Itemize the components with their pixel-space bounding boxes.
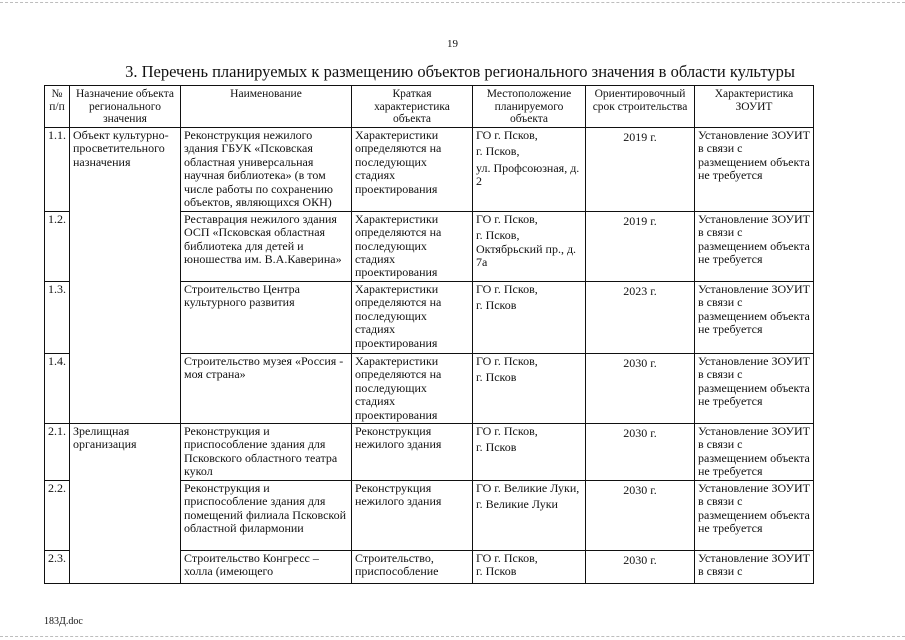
- location-line: г. Псков: [476, 440, 517, 455]
- row-num: 1.3.: [45, 281, 70, 353]
- row-name: Реконструкция и приспособление здания для Псковского областного театра кукол: [181, 424, 352, 481]
- objects-table: [44, 85, 814, 584]
- row-zouit: Установление ЗОУИТ в связи с размещением объекта не требуется: [695, 211, 814, 281]
- table-row: [45, 480, 814, 550]
- location-line: г. Великие Луки: [476, 497, 558, 512]
- header-location: Местоположение планируемого объекта: [473, 86, 586, 128]
- location-line: ГО г. Псков,: [476, 128, 538, 142]
- row-term: 2019 г.: [586, 211, 695, 281]
- row-num: 2.2.: [45, 480, 70, 550]
- header-purpose: Назначение объекта регионального значения: [70, 86, 181, 128]
- table-row: [45, 353, 814, 423]
- row-name: Строительство музея «Россия - моя страна»: [181, 353, 352, 423]
- table-row: [45, 281, 814, 353]
- location-line: ГО г. Псков,: [476, 281, 538, 296]
- row-num: 2.3.: [45, 550, 70, 583]
- row-purpose: Объект культурно-просветительного назначения: [70, 128, 181, 212]
- row-location: [473, 353, 586, 423]
- row-zouit: Установление ЗОУИТ в связи с размещением объекта не требуется: [695, 424, 814, 481]
- row-zouit: Установление ЗОУИТ в связи с размещением объекта не требуется: [695, 353, 814, 423]
- row-brief: Реконструкция нежилого здания: [352, 480, 473, 550]
- table-header-row: [45, 86, 814, 128]
- footer-filename: 183Д.doc: [44, 616, 83, 627]
- row-brief: Характеристики определяются на последующих стадиях проектирования: [352, 353, 473, 423]
- location-line: ул. Профсоюзная, д. 2: [476, 160, 580, 189]
- row-name: Реконструкция нежилого здания ГБУК «Псковская областная универсальная научная библиотека» (в том числе работы по сохранению объектов, являющихся ОКН): [181, 128, 352, 212]
- row-term: 2030 г.: [586, 353, 695, 423]
- row-purpose-continued: [70, 353, 181, 423]
- row-purpose-continued: [70, 281, 181, 353]
- row-term: 2030 г.: [586, 550, 695, 583]
- location-line: г. Псков,: [476, 228, 520, 243]
- row-brief: Характеристики определяются на последующих стадиях проектирования: [352, 211, 473, 281]
- row-purpose: Зрелищная организация: [70, 424, 181, 481]
- row-num: 1.2.: [45, 211, 70, 281]
- row-term: 2019 г.: [586, 128, 695, 212]
- location-line: ГО г. Псков,: [476, 424, 538, 438]
- row-name: Строительство Центра культурного развития: [181, 281, 352, 353]
- location-line: ГО г. Великие Луки,: [476, 480, 580, 495]
- row-location: [473, 211, 586, 281]
- document-title: 3. Перечень планируемых к размещению объектов регионального значения в области культуры: [125, 62, 795, 81]
- table-row: [45, 550, 814, 583]
- row-name: Строительство Конгресс – холла (имеющего: [181, 550, 352, 583]
- row-zouit: Установление ЗОУИТ в связи с размещением объекта не требуется: [695, 480, 814, 550]
- row-location: [473, 424, 586, 481]
- location-line: г. Псков: [476, 298, 517, 313]
- header-zouit: Характеристика ЗОУИТ: [695, 86, 814, 128]
- location-line: г. Псков: [476, 564, 517, 579]
- row-purpose-continued: [70, 211, 181, 281]
- header-brief: Краткая характеристика объекта: [352, 86, 473, 128]
- row-purpose-continued: [70, 550, 181, 583]
- row-brief: Строительство, приспособление: [352, 550, 473, 583]
- row-zouit: Установление ЗОУИТ в связи с размещением объекта не требуется: [695, 281, 814, 353]
- table-row: [45, 424, 814, 481]
- row-zouit: Установление ЗОУИТ в связи с размещением объекта не требуется: [695, 128, 814, 212]
- top-scan-edge: [0, 2, 905, 3]
- location-line: ГО г. Псков,: [476, 353, 538, 368]
- table-row: [45, 211, 814, 281]
- location-line: ГО г. Псков,: [476, 550, 538, 565]
- row-name: Реставрация нежилого здания ОСП «Псковская областная библиотека для детей и юношества им. В.А.Каверина»: [181, 211, 352, 281]
- row-brief: Реконструкция нежилого здания: [352, 424, 473, 481]
- row-term: 2030 г.: [586, 480, 695, 550]
- header-term: Ориентировочный срок строительства: [586, 86, 695, 128]
- location-line: г. Псков: [476, 370, 517, 385]
- header-name: Наименование: [181, 86, 352, 128]
- row-location: [473, 480, 586, 550]
- row-purpose-continued: [70, 480, 181, 550]
- table-row: [45, 128, 814, 212]
- location-line: Октябрьский пр., д. 7а: [476, 241, 577, 269]
- location-line: г. Псков,: [476, 144, 520, 159]
- location-line: ГО г. Псков,: [476, 211, 538, 226]
- header-num: № п/п: [45, 86, 70, 128]
- row-brief: Характеристики определяются на последующих стадиях проектирования: [352, 128, 473, 212]
- row-name: Реконструкция и приспособление здания для помещений филиала Псковской областной филармонии: [181, 480, 352, 550]
- row-term: 2030 г.: [586, 424, 695, 481]
- row-location: [473, 281, 586, 353]
- row-term: 2023 г.: [586, 281, 695, 353]
- row-zouit: Установление ЗОУИТ в связи с: [695, 550, 814, 583]
- row-num: 2.1.: [45, 424, 70, 481]
- row-location: [473, 550, 586, 583]
- row-location: [473, 128, 586, 212]
- row-num: 1.4.: [45, 353, 70, 423]
- page-number: 19: [447, 38, 458, 50]
- row-brief: Характеристики определяются на последующих стадиях проектирования: [352, 281, 473, 353]
- row-num: 1.1.: [45, 128, 70, 212]
- bottom-scan-edge: [0, 636, 905, 637]
